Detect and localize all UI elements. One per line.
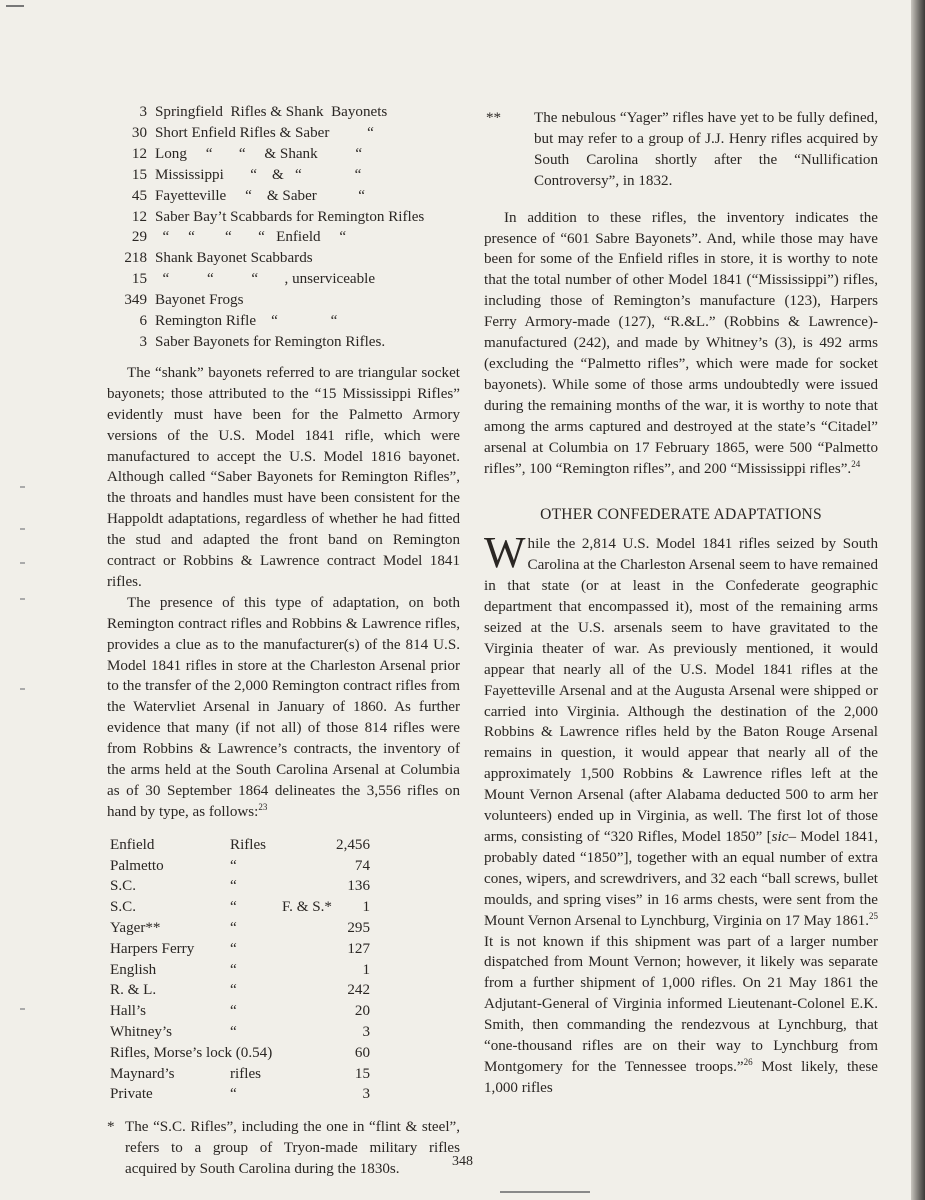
table-cell-c2: “ [230, 920, 237, 936]
inventory-row [107, 102, 460, 123]
inventory-list [107, 102, 460, 353]
table-cell-count: 127 [347, 940, 370, 957]
table-row [110, 918, 370, 939]
inventory-row [107, 332, 460, 353]
table-cell-name: Hall’s [110, 1003, 147, 1020]
table-row [110, 835, 370, 856]
inventory-desc: Short Enfield Rifles & Saber “ [155, 124, 374, 141]
inventory-qty: 12 [131, 145, 147, 162]
table-cell-count: 20 [354, 1003, 370, 1020]
paragraph-text: – Model 1841, probably dated “1850”], together with an equal number of extra cones, wipers, and screwdrivers, and 32 each “ball screws, bullet moulds, and spring vises” in 16 arms chests, were sent from the Mount Vernon Arsenal to Lynchburg, Virginia on 17 May 1861. [484, 829, 878, 929]
table-cell-name: Maynard’s [110, 1065, 175, 1082]
inventory-desc: Remington Rifle “ “ [155, 313, 338, 330]
paragraph-sabre-bayonets [484, 208, 878, 480]
inventory-desc: Fayetteville “ & Saber “ [155, 187, 366, 204]
table-cell-c2: “ [230, 1086, 237, 1103]
inventory-qty: 45 [131, 187, 147, 204]
table-cell-name: Palmetto [110, 857, 164, 874]
scan-mark [20, 486, 25, 488]
paragraph-text: The presence of this type of adaptation, on both Remington contract rifles and Robbins & Lawrence rifles, provides a clue as to the manufacturer(s) of the 814 U.S. Model 1841 rifles in store at the Charleston Arsenal prior to the transfer of the 2,000 Remington contract rifles from the Watervliet Arsenal in January of 1860. As further evidence that many (if not all) of those 814 rifles were from Robbins & Lawrence’s contracts, the inventory of the arms held at the South Carolina Arsenal at Columbia as of 30 September 1864 delineates the 3,556 rifles on hand by type, as follows: [107, 594, 460, 820]
section-heading: OTHER CONFEDERATE ADAPTATIONS [540, 506, 822, 524]
footnote-ref: 25 [869, 910, 878, 921]
table-cell-count: 2,456 [336, 836, 370, 853]
table-row [110, 960, 370, 981]
inventory-qty: 218 [124, 250, 147, 267]
inventory-row [107, 269, 460, 290]
scan-edge [911, 0, 925, 1200]
paragraph-text: Most likely, these 1,000 rifles [484, 1058, 878, 1096]
footnote-ref: 26 [743, 1056, 753, 1067]
inventory-row [107, 290, 460, 311]
footnote-ref: 23 [258, 801, 268, 812]
right-column [484, 102, 878, 1099]
inventory-row [107, 186, 460, 207]
table-cell-c2: “ [230, 878, 237, 895]
table-row [110, 856, 370, 877]
table-cell-c3 [282, 980, 332, 1001]
rifle-types-table [110, 835, 370, 1105]
table-cell-c3 [282, 876, 332, 897]
table-cell-c2: “ [230, 1003, 237, 1020]
table-cell-name: English [110, 961, 157, 978]
inventory-desc: Shank Bayonet Scabbards [155, 250, 313, 267]
table-cell-c3 [282, 856, 332, 877]
table-cell-name: Private [110, 1086, 153, 1103]
table-cell-name: Enfield [110, 836, 155, 853]
table-cell-name: Yager** [110, 920, 161, 936]
inventory-desc: Saber Bay’t Scabbards for Remington Rifles [155, 208, 425, 225]
table-cell-c3 [282, 1022, 332, 1043]
footnote-ref: 24 [851, 458, 861, 469]
table-row [110, 1084, 370, 1105]
table-cell-c3: F. & S.* [282, 899, 332, 916]
inventory-row [107, 248, 460, 269]
table-cell-c2: Rifles [230, 836, 267, 853]
table-cell-count: 60 [354, 1044, 370, 1061]
paragraph-text: hile the 2,814 U.S. Model 1841 rifles seized by South Carolina at the Charleston Arsenal seem to have remained in that state (or at least in the Confederate geographic department that encompassed it), most of the remaining arms seized at the U.S. arsenals seem to have gravitated to the Virginia theater of war. As previously mentioned, it would appear that nearly all of the U.S. Model 1841 rifles at the Fayetteville Arsenal and at the Augusta Arsenal were shipped or carried into Virginia. Although the destination of the 2,000 Robbins & Lawrence rifles held by the Baton Rouge Arsenal remains in question, it would appear that nearly all of the approximately 1,500 Robbins & Lawrence rifles left at the Mount Vernon Arsenal (after Alabama deducted 500 to arm her volunteers) ended up in Virginia, as well. The first lot of those arms, consisting of “320 Rifles, Model 1850” [ [484, 536, 878, 845]
table-cell-c2: “ [230, 899, 237, 916]
page-number: 348 [452, 1154, 473, 1169]
table-cell-count: 1 [362, 899, 370, 916]
table-cell-name: S.C. [110, 899, 137, 916]
table-cell-c2: “ [230, 961, 237, 978]
table-cell-name: S.C. [110, 878, 137, 895]
inventory-row [107, 227, 460, 248]
scan-mark [6, 5, 24, 7]
inventory-qty: 15 [131, 271, 147, 288]
inventory-qty: 29 [131, 229, 147, 246]
inventory-desc: Springfield Rifles & Shank Bayonets [155, 104, 388, 120]
inventory-desc: “ “ “ “ Enfield “ [155, 229, 347, 246]
table-cell-count: 136 [347, 878, 370, 895]
table-cell-c2: “ [230, 1023, 237, 1040]
table-row [110, 1001, 370, 1022]
paragraph-shank-bayonets: The “shank” bayonets referred to are triangular socket bayonets; those attributed to the “15 Mississippi Rifles” evidently must have been for the Palmetto Armory versions of the U.S. Model 1841 rifle, which were manufactured to accept the U.S. Model 1816 bayonet. Although called “Saber Bayonets for Remington Rifles”, the throats and handles must have been consistent for the Happoldt adaptations, regardless of whether he had fitted the stud and adapted the front band on Remington contract or Robbins & Lawrence contract Model 1841 rifles. [107, 364, 460, 590]
inventory-row [107, 123, 460, 144]
table-cell-count: 15 [354, 1065, 370, 1082]
sic-note: sic [771, 829, 789, 845]
drop-cap: W [484, 528, 526, 578]
table-cell-name: R. & L. [110, 982, 157, 999]
table-cell-c3 [282, 939, 332, 960]
inventory-row [107, 144, 460, 165]
table-cell-c3 [282, 960, 332, 981]
table-cell-c3 [282, 1001, 332, 1022]
footnote-mark: ** [486, 110, 502, 126]
inventory-desc: Saber Bayonets for Remington Rifles. [155, 333, 386, 350]
table-cell-count: 3 [362, 1086, 370, 1103]
table-cell-name: Whitney’s [110, 1023, 173, 1040]
inventory-qty: 12 [131, 208, 147, 225]
inventory-qty: 6 [139, 313, 147, 330]
scan-mark [500, 1191, 590, 1193]
inventory-row [107, 165, 460, 186]
inventory-desc: “ “ “ , unserviceable [155, 271, 376, 288]
table-row [110, 876, 370, 897]
footnote-text: The “S.C. Rifles”, including the one in “flint & steel”, refers to a group of Tryon-made military rifles acquired by South Carolina during the 1830s. [125, 1119, 460, 1177]
table-row [110, 939, 370, 960]
footnote-text: The nebulous “Yager” rifles have yet to be fully defined, but may refer to a group of J.J. Henry rifles acquired by South Carolina shortly after the “Nullification Controversy”, in 1832. [534, 110, 878, 189]
inventory-qty: 349 [124, 292, 147, 309]
inventory-desc: Bayonet Frogs [155, 292, 244, 309]
table-cell-count: 74 [354, 857, 370, 874]
paragraph-adaptation-presence [107, 593, 460, 823]
scan-mark [20, 1008, 25, 1010]
table-cell-c3 [282, 835, 332, 856]
paragraph-text: In addition to these rifles, the inventory indicates the presence of “601 Sabre Bayonets”. And, while those may have been for some of the Enfield rifles in store, it is worthy to note that the total number of other Model 1841 (“Mississippi”) rifles, including those of Remington’s manufacture (123), Harpers Ferry Armory-made (127), “R.&L.” (Robbins & Lawrence)-manufactured (242), and made by Whitney’s (3), is 492 arms (excluding the “Palmetto rifles”, which were made for socket bayonets). While some of those arms undoubtedly were issued during the remaining months of the war, it is worthy to note that among the arms captured and destroyed at the state’s “Citadel” arsenal at Columbia on 17 February 1865, were 500 “Palmetto rifles”, 100 “Remington rifles”, and 200 “Mississippi rifles”. [484, 209, 878, 477]
table-cell-c3 [282, 1064, 332, 1085]
inventory-qty: 3 [139, 333, 147, 350]
inventory-row [107, 311, 460, 332]
table-cell-name: Rifles, Morse’s lock (0.54) [110, 1044, 273, 1061]
table-cell-c2: “ [230, 982, 237, 999]
table-cell-c2: “ [230, 940, 237, 957]
table-row [110, 897, 370, 918]
table-cell-count: 242 [347, 982, 370, 999]
table-cell-count: 3 [362, 1023, 370, 1040]
table-cell-c3 [282, 918, 332, 939]
inventory-desc: Mississippi “ & “ “ [155, 166, 362, 183]
table-cell-c2: rifles [230, 1065, 262, 1082]
paragraph-confederate-adaptations [484, 528, 878, 1098]
scan-mark [20, 598, 25, 600]
paragraph-text: It is not known if this shipment was part of a larger number dispatched from Mount Vernon; however, it likely was separate from a further shipment of 1,000 rifles. On 21 May 1861 the Adjutant-General of Virginia informed Lieutenant-Colonel E.K. Smith, then commanding the rendezvous at Lynchburg, that “one-thousand rifles are on their way to Lynchburg from Montgomery for the Tennessee troops.” [484, 933, 878, 1075]
scan-mark [20, 562, 25, 564]
table-cell-c3 [282, 1084, 332, 1105]
left-column [107, 102, 460, 1180]
table-row [110, 1022, 370, 1043]
table-row [110, 1064, 370, 1085]
table-cell-c2: “ [230, 857, 237, 874]
inventory-qty: 30 [131, 124, 147, 141]
table-cell-count: 295 [347, 920, 370, 936]
inventory-qty: 3 [139, 104, 147, 120]
scan-mark [20, 688, 25, 690]
inventory-row [107, 207, 460, 228]
footnote-sc-rifles [107, 1117, 460, 1180]
footnote-yager-rifles [484, 108, 878, 192]
footnote-mark: * [107, 1119, 115, 1136]
inventory-desc: Long “ “ & Shank “ [155, 145, 363, 162]
table-cell-name: Harpers Ferry [110, 940, 195, 957]
scan-mark [20, 528, 25, 530]
table-cell-count: 1 [362, 961, 370, 978]
table-row [110, 1043, 370, 1064]
inventory-qty: 15 [131, 166, 147, 183]
table-row [110, 980, 370, 1001]
